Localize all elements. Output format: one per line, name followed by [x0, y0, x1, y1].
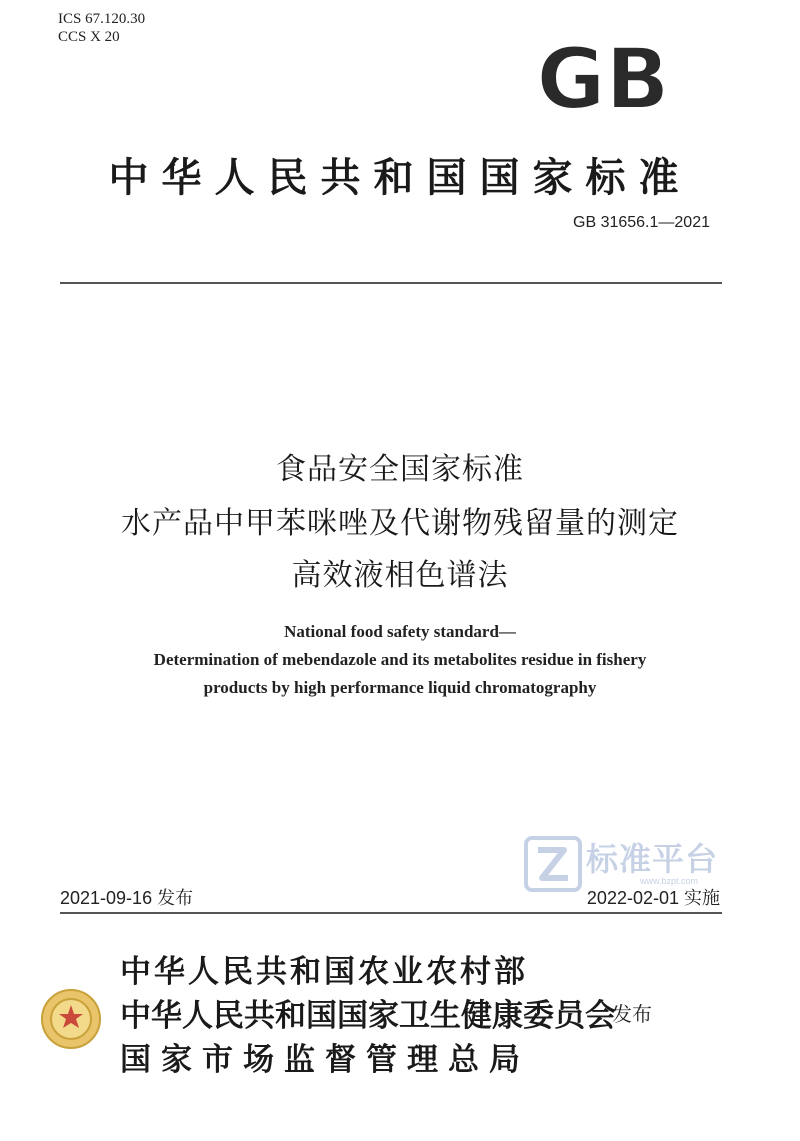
cn-title-line-2: 水产品中甲苯咪唑及代谢物残留量的测定 [121, 506, 679, 541]
standard-type-title: 中华人民共和国国家标准 [108, 154, 692, 201]
header-divider [60, 282, 722, 284]
watermark-url: www.bzpt.com [640, 876, 699, 886]
watermark-logo-icon [524, 836, 582, 896]
issuer-department-3: 国家市场监督管理总局 [120, 1042, 530, 1078]
issue-date: 2021-09-16 发布 [60, 888, 194, 908]
en-title-line-2: Determination of mebendazole and its metabolites residue in fishery [153, 650, 647, 669]
standard-code: GB 31656.1—2021 [573, 214, 710, 231]
dates-divider [60, 912, 722, 914]
en-title-line-3: products by high performance liquid chromatography [203, 678, 597, 697]
implementation-date: 2022-02-01 实施 [586, 888, 720, 908]
gb-logo [518, 38, 688, 124]
cn-title-line-1: 食品安全国家标准 [276, 452, 524, 487]
issuer-department-1: 中华人民共和国农业农村部 [120, 954, 528, 990]
cn-title-line-3: 高效液相色谱法 [291, 558, 509, 593]
ics-code: ICS 67.120.30 [58, 11, 146, 27]
publish-label: 发布 [612, 1002, 652, 1026]
ccs-code: CCS X 20 [58, 29, 120, 45]
gb-logo-text: GB [536, 38, 670, 120]
national-emblem-icon [40, 988, 102, 1054]
watermark-text: 标准平台 [586, 840, 719, 878]
en-title-line-1: National food safety standard— [284, 622, 516, 641]
issuer-department-2: 中华人民共和国国家卫生健康委员会 [120, 998, 616, 1034]
